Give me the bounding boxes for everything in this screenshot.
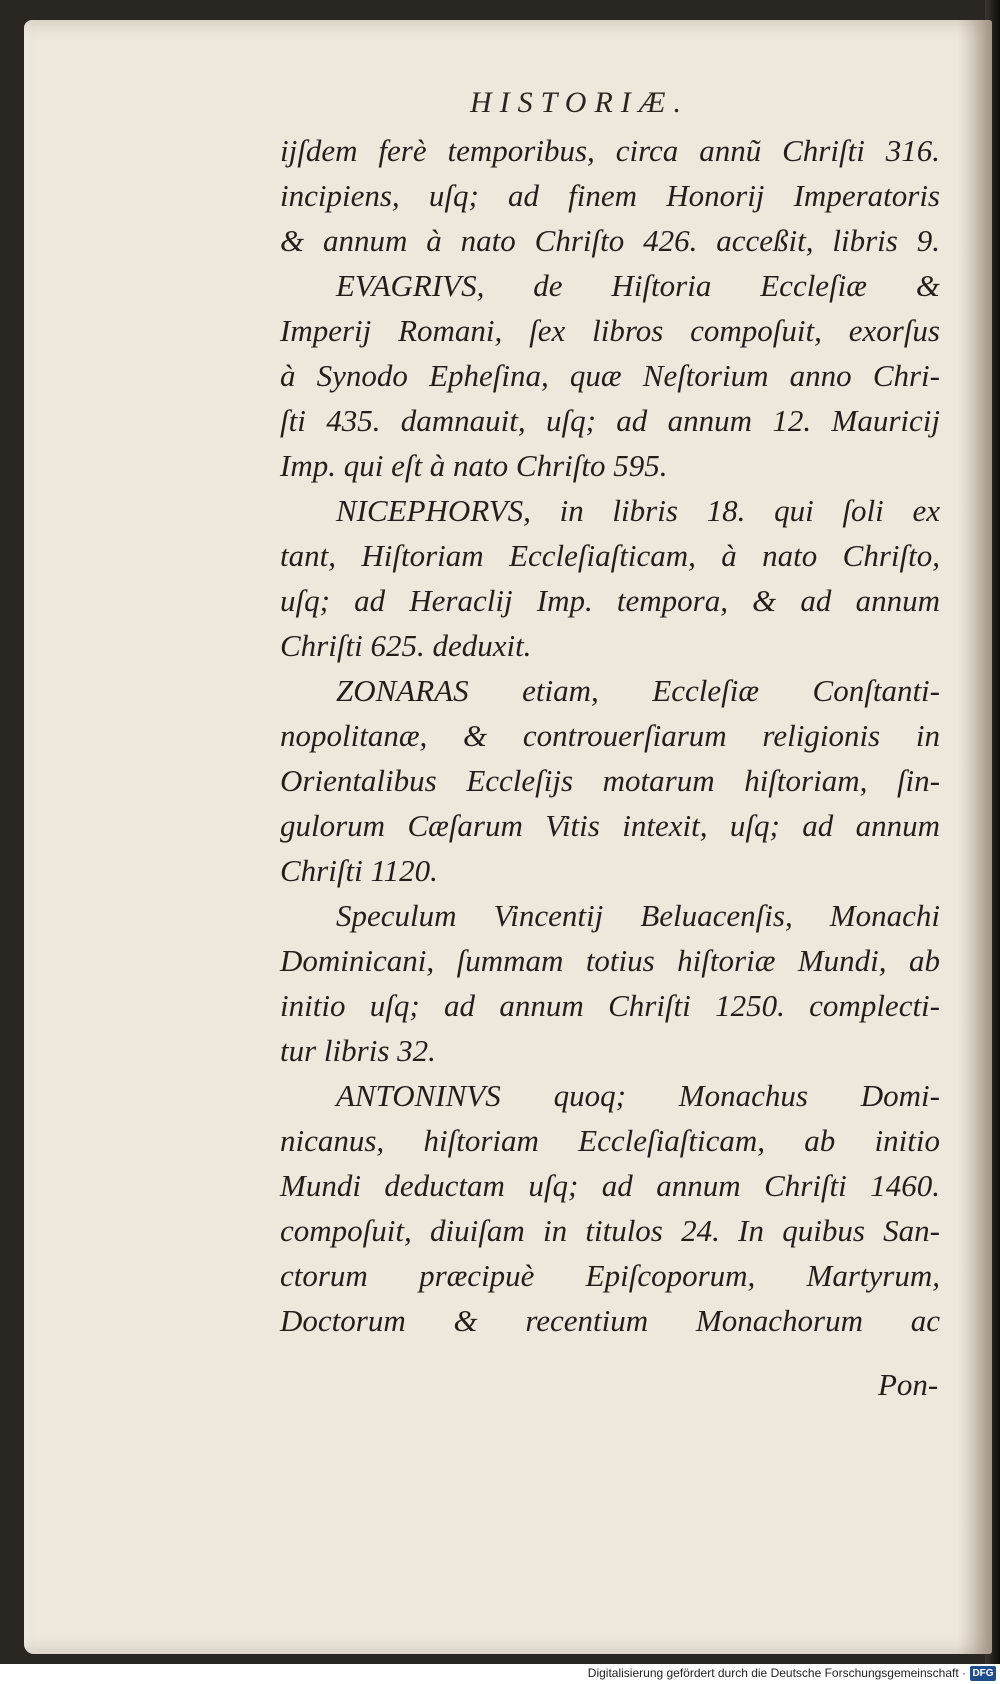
- text-line: incipiens, uſq; ad finem Honorij Imperatoris: [280, 178, 940, 213]
- text-line: & annum à nato Chriſto 426. acceßit, libris 9.: [280, 223, 940, 258]
- text-line: ijſdem ferè temporibus, circa annũ Chriſti 316.: [280, 133, 940, 168]
- text-line: Mundi deductam uſq; ad annum Chriſti 1460.: [280, 1168, 940, 1203]
- text-line: ctorum præcipuè Epiſcoporum, Martyrum,: [280, 1258, 940, 1293]
- dfg-logo: DFG: [970, 1666, 996, 1681]
- text-line: Imp. qui eſt à nato Chriſto 595.: [280, 448, 668, 483]
- text-line: Orientalibus Eccleſijs motarum hiſtoriam, ſin-: [280, 763, 940, 798]
- text-line: ZONARAS etiam, Eccleſiæ Conſtanti-: [336, 673, 940, 708]
- text-line: Chriſti 1120.: [280, 853, 438, 888]
- text-line: à Synodo Epheſina, quæ Neſtorium anno Chri-: [280, 358, 940, 393]
- footer-bar: [0, 1664, 1000, 1684]
- text-block: [280, 128, 940, 1343]
- text-line: Dominicani, ſummam totius hiſtoriæ Mundi, ab: [280, 943, 940, 978]
- text-line: Speculum Vincentij Beluacenſis, Monachi: [336, 898, 940, 933]
- page-gutter-shadow: [958, 20, 992, 1654]
- text-line: ANTONINVS quoq; Monachus Domi-: [336, 1078, 940, 1113]
- text-line: initio uſq; ad annum Chriſti 1250. complecti-: [280, 988, 940, 1023]
- text-line: compoſuit, diuiſam in titulos 24. In quibus San-: [280, 1213, 940, 1248]
- text-line: uſq; ad Heraclij Imp. tempora, & ad annum: [280, 583, 940, 618]
- funding-credit: Digitalisierung gefördert durch die Deutsche Forschungsgemeinschaft ·: [587, 1666, 966, 1680]
- text-line: nicanus, hiſtoriam Eccleſiaſticam, ab initio: [280, 1123, 940, 1158]
- text-line: Doctorum & recentium Monachorum ac: [280, 1303, 940, 1338]
- text-line: tur libris 32.: [280, 1033, 436, 1068]
- text-line: gulorum Cæſarum Vitis intexit, uſq; ad annum: [280, 808, 940, 843]
- running-head: HISTORIÆ.: [470, 86, 689, 119]
- text-line: Imperij Romani, ſex libros compoſuit, exorſus: [280, 313, 940, 348]
- text-line: nopolitanæ, & controuerſiarum religionis in: [280, 718, 940, 753]
- text-line: NICEPHORVS, in libris 18. qui ſoli ex: [336, 493, 940, 528]
- text-line: tant, Hiſtoriam Eccleſiaſticam, à nato Chriſto,: [280, 538, 940, 573]
- text-line: ſti 435. damnauit, uſq; ad annum 12. Mauricij: [280, 403, 940, 438]
- text-line: EVAGRIVS, de Hiſtoria Eccleſiæ &: [336, 268, 940, 303]
- text-line: Chriſti 625. deduxit.: [280, 628, 532, 663]
- catchword: Pon-: [878, 1367, 939, 1402]
